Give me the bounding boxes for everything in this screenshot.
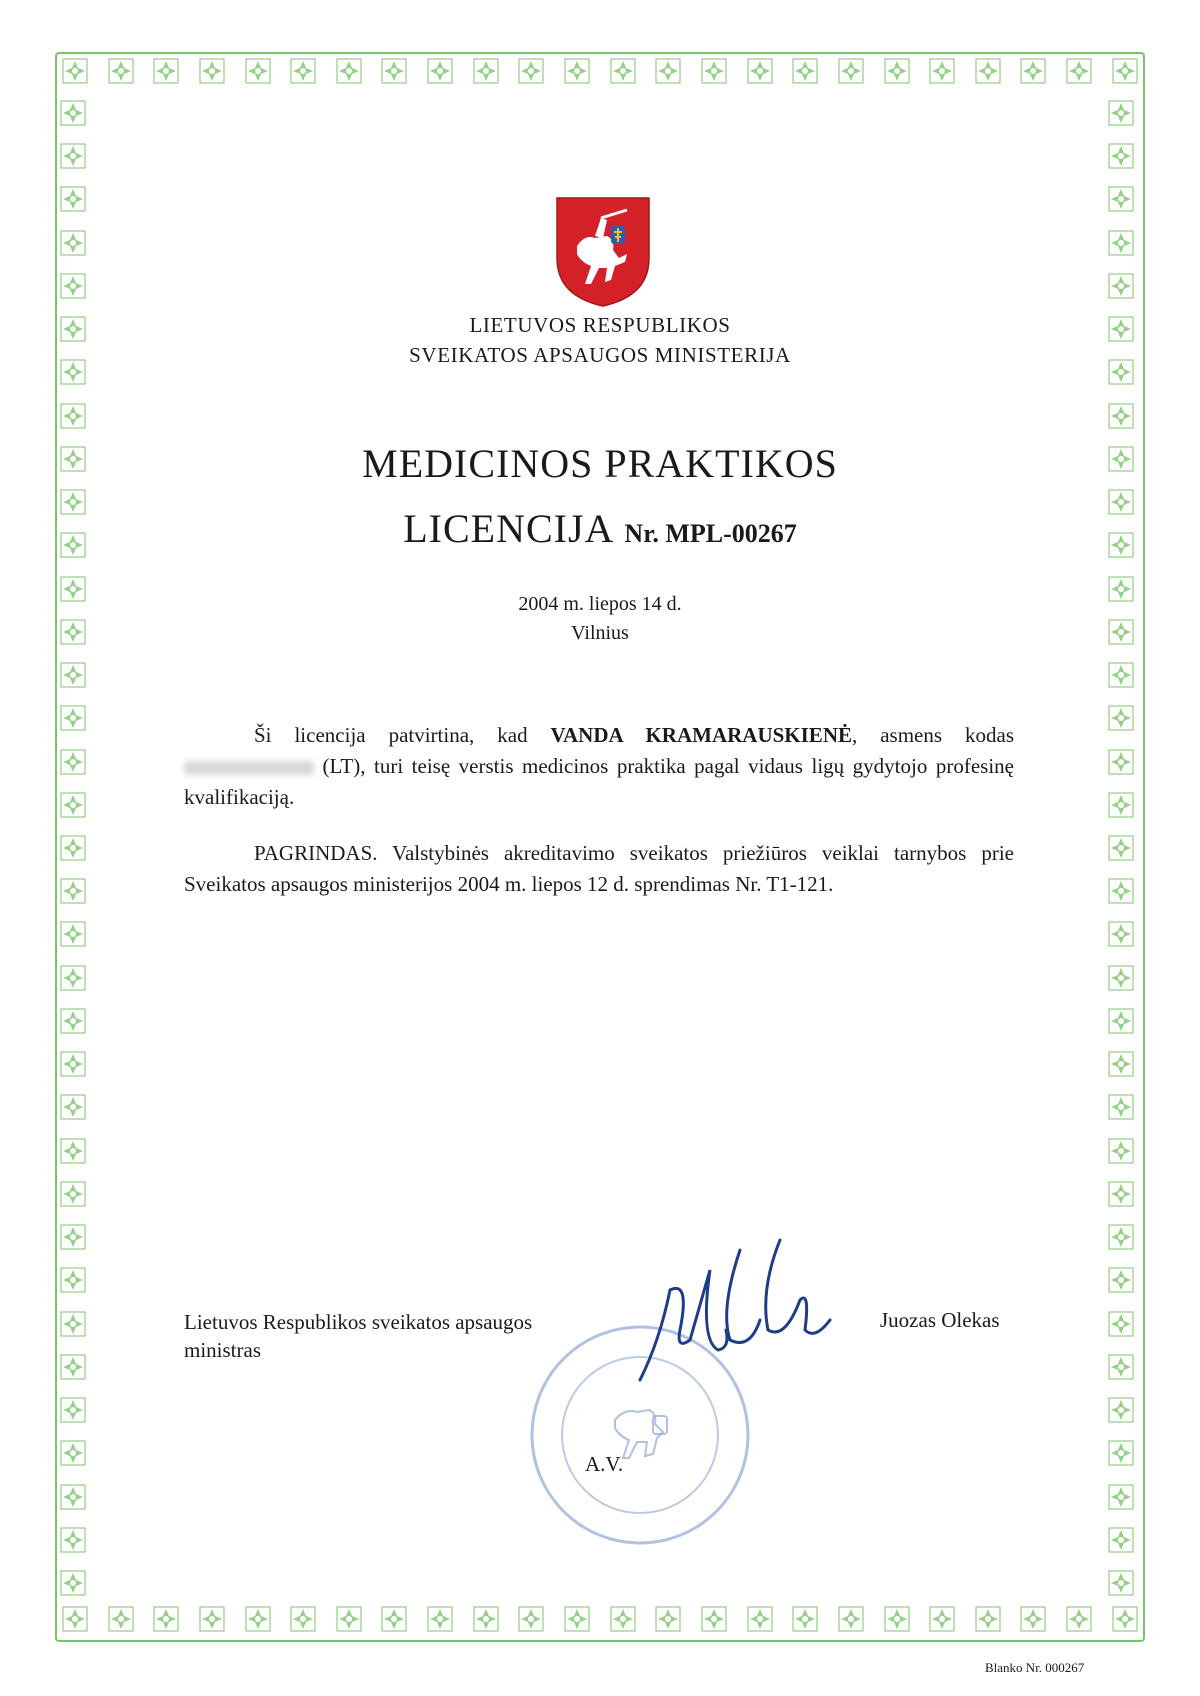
- ministry-header-line2: SVEIKATOS APSAUGOS MINISTERIJA: [409, 343, 791, 367]
- border-ornament-icon: [60, 965, 86, 991]
- border-ornament-icon: [473, 1606, 499, 1632]
- border-ornament-icon: [884, 1606, 910, 1632]
- border-ornament-icon: [1108, 965, 1134, 991]
- border-ornament-icon: [655, 1606, 681, 1632]
- border-ornament-icon: [792, 58, 818, 84]
- coat-of-arms-vytis-icon: [555, 196, 651, 308]
- border-ornament-icon: [60, 792, 86, 818]
- border-ornament-icon: [60, 1311, 86, 1337]
- border-ornament-icon: [473, 58, 499, 84]
- border-ornament-icon: [245, 58, 271, 84]
- license-statement-paragraph: [184, 720, 1014, 813]
- border-ornament-icon: [1108, 1267, 1134, 1293]
- border-ornament-icon: [1108, 1397, 1134, 1423]
- border-ornament-icon: [1108, 921, 1134, 947]
- border-ornament-icon: [1112, 1606, 1138, 1632]
- border-ornament-icon: [60, 921, 86, 947]
- border-ornament-icon: [60, 186, 86, 212]
- border-ornament-icon: [245, 1606, 271, 1632]
- border-ornament-icon: [108, 58, 134, 84]
- license-title-line1: MEDICINOS PRAKTIKOS: [362, 441, 838, 486]
- border-ornament-icon: [1108, 662, 1134, 688]
- border-ornament-icon: [1108, 1527, 1134, 1553]
- border-ornament-icon: [60, 143, 86, 169]
- border-ornament-icon: [199, 58, 225, 84]
- border-ornament-icon: [60, 1484, 86, 1510]
- border-ornament-icon: [108, 1606, 134, 1632]
- border-ornament-icon: [60, 705, 86, 731]
- statement-suffix: (LT), turi teisę verstis medicinos praktika pagal vidaus ligų gydytojo profesinę kvalifikaciją.: [184, 754, 1014, 809]
- signatory-title-line2: ministras: [184, 1338, 261, 1362]
- border-ornament-icon: [1066, 58, 1092, 84]
- licensee-name: VANDA KRAMARAUSKIENĖ: [550, 723, 852, 747]
- border-ornament-icon: [1108, 1094, 1134, 1120]
- border-ornament-icon: [60, 1051, 86, 1077]
- border-ornament-icon: [655, 58, 681, 84]
- border-ornament-icon: [1108, 705, 1134, 731]
- border-ornament-icon: [60, 1354, 86, 1380]
- border-ornament-icon: [838, 58, 864, 84]
- border-ornament-icon: [975, 58, 1001, 84]
- issue-date: 2004 m. liepos 14 d.: [518, 593, 682, 615]
- border-ornament-icon: [747, 58, 773, 84]
- border-ornament-icon: [290, 1606, 316, 1632]
- border-ornament-icon: [60, 1570, 86, 1596]
- border-ornament-icon: [1108, 100, 1134, 126]
- border-ornament-icon: [60, 1527, 86, 1553]
- ornament-row-top: [62, 58, 1138, 90]
- border-ornament-icon: [60, 835, 86, 861]
- border-ornament-icon: [1108, 749, 1134, 775]
- border-ornament-icon: [929, 58, 955, 84]
- border-ornament-icon: [1108, 878, 1134, 904]
- border-ornament-icon: [792, 1606, 818, 1632]
- issue-place: Vilnius: [571, 622, 629, 644]
- signatory-title-line1: Lietuvos Respublikos sveikatos apsaugos: [184, 1310, 533, 1334]
- border-ornament-icon: [60, 1181, 86, 1207]
- border-ornament-icon: [60, 1224, 86, 1250]
- border-ornament-icon: [60, 749, 86, 775]
- border-ornament-icon: [336, 1606, 362, 1632]
- border-ornament-icon: [60, 1138, 86, 1164]
- border-ornament-icon: [564, 1606, 590, 1632]
- border-ornament-icon: [60, 1008, 86, 1034]
- border-ornament-icon: [62, 58, 88, 84]
- border-ornament-icon: [701, 58, 727, 84]
- border-ornament-icon: [153, 1606, 179, 1632]
- border-ornament-icon: [1108, 792, 1134, 818]
- border-ornament-icon: [1108, 230, 1134, 256]
- border-ornament-icon: [1108, 1311, 1134, 1337]
- border-ornament-icon: [1108, 1570, 1134, 1596]
- border-ornament-icon: [747, 1606, 773, 1632]
- border-ornament-icon: [1108, 1181, 1134, 1207]
- border-ornament-icon: [60, 1267, 86, 1293]
- border-ornament-icon: [1020, 58, 1046, 84]
- border-ornament-icon: [610, 58, 636, 84]
- border-ornament-icon: [1108, 1440, 1134, 1466]
- statement-prefix: Ši licencija patvirtina, kad: [254, 723, 551, 747]
- redacted-personal-code: [184, 761, 314, 775]
- border-ornament-icon: [518, 58, 544, 84]
- border-ornament-icon: [610, 1606, 636, 1632]
- license-number: Nr. MPL-00267: [624, 519, 797, 548]
- border-ornament-icon: [1108, 1354, 1134, 1380]
- border-ornament-icon: [290, 58, 316, 84]
- border-ornament-icon: [1108, 835, 1134, 861]
- border-ornament-icon: [701, 1606, 727, 1632]
- border-ornament-icon: [1020, 1606, 1046, 1632]
- ornament-row-bottom: [62, 1606, 1138, 1638]
- border-ornament-icon: [153, 58, 179, 84]
- border-ornament-icon: [60, 1094, 86, 1120]
- border-ornament-icon: [60, 100, 86, 126]
- border-ornament-icon: [60, 273, 86, 299]
- border-ornament-icon: [60, 1440, 86, 1466]
- border-ornament-icon: [336, 58, 362, 84]
- border-ornament-icon: [1108, 186, 1134, 212]
- border-ornament-icon: [1108, 1051, 1134, 1077]
- statement-middle: , asmens kodas: [852, 723, 1014, 747]
- border-ornament-icon: [60, 230, 86, 256]
- border-ornament-icon: [381, 58, 407, 84]
- border-ornament-icon: [62, 1606, 88, 1632]
- border-ornament-icon: [838, 1606, 864, 1632]
- border-ornament-icon: [1108, 273, 1134, 299]
- border-ornament-icon: [1108, 1484, 1134, 1510]
- border-ornament-icon: [1108, 403, 1134, 429]
- basis-paragraph: PAGRINDAS. Valstybinės akreditavimo sveikatos priežiūros veiklai tarnybos prie Sveikatos apsaugos ministerijos 2004 m. liepos 12 d. sprendimas Nr. T1-121.: [184, 841, 1014, 896]
- blank-form-number: Blanko Nr. 000267: [985, 1660, 1085, 1675]
- license-title-line2: [0, 505, 1200, 552]
- border-ornament-icon: [929, 1606, 955, 1632]
- border-ornament-icon: [1108, 1138, 1134, 1164]
- border-ornament-icon: [60, 403, 86, 429]
- border-ornament-icon: [199, 1606, 225, 1632]
- border-ornament-icon: [60, 1397, 86, 1423]
- border-ornament-icon: [381, 1606, 407, 1632]
- border-ornament-icon: [1112, 58, 1138, 84]
- border-ornament-icon: [884, 58, 910, 84]
- border-ornament-icon: [60, 878, 86, 904]
- border-ornament-icon: [975, 1606, 1001, 1632]
- signatory-title: [184, 1308, 532, 1364]
- border-ornament-icon: [427, 58, 453, 84]
- signatory-name: Juozas Olekas: [880, 1308, 1000, 1332]
- border-ornament-icon: [1108, 1224, 1134, 1250]
- border-ornament-icon: [427, 1606, 453, 1632]
- border-ornament-icon: [564, 58, 590, 84]
- stamp-place-mark: A.V.: [585, 1452, 624, 1476]
- border-ornament-icon: [518, 1606, 544, 1632]
- license-word: LICENCIJA: [403, 506, 615, 551]
- border-ornament-icon: [1108, 143, 1134, 169]
- border-ornament-icon: [1066, 1606, 1092, 1632]
- minister-signature: [600, 1230, 880, 1390]
- ministry-header-line1: LIETUVOS RESPUBLIKOS: [469, 313, 731, 337]
- border-ornament-icon: [60, 662, 86, 688]
- border-ornament-icon: [1108, 1008, 1134, 1034]
